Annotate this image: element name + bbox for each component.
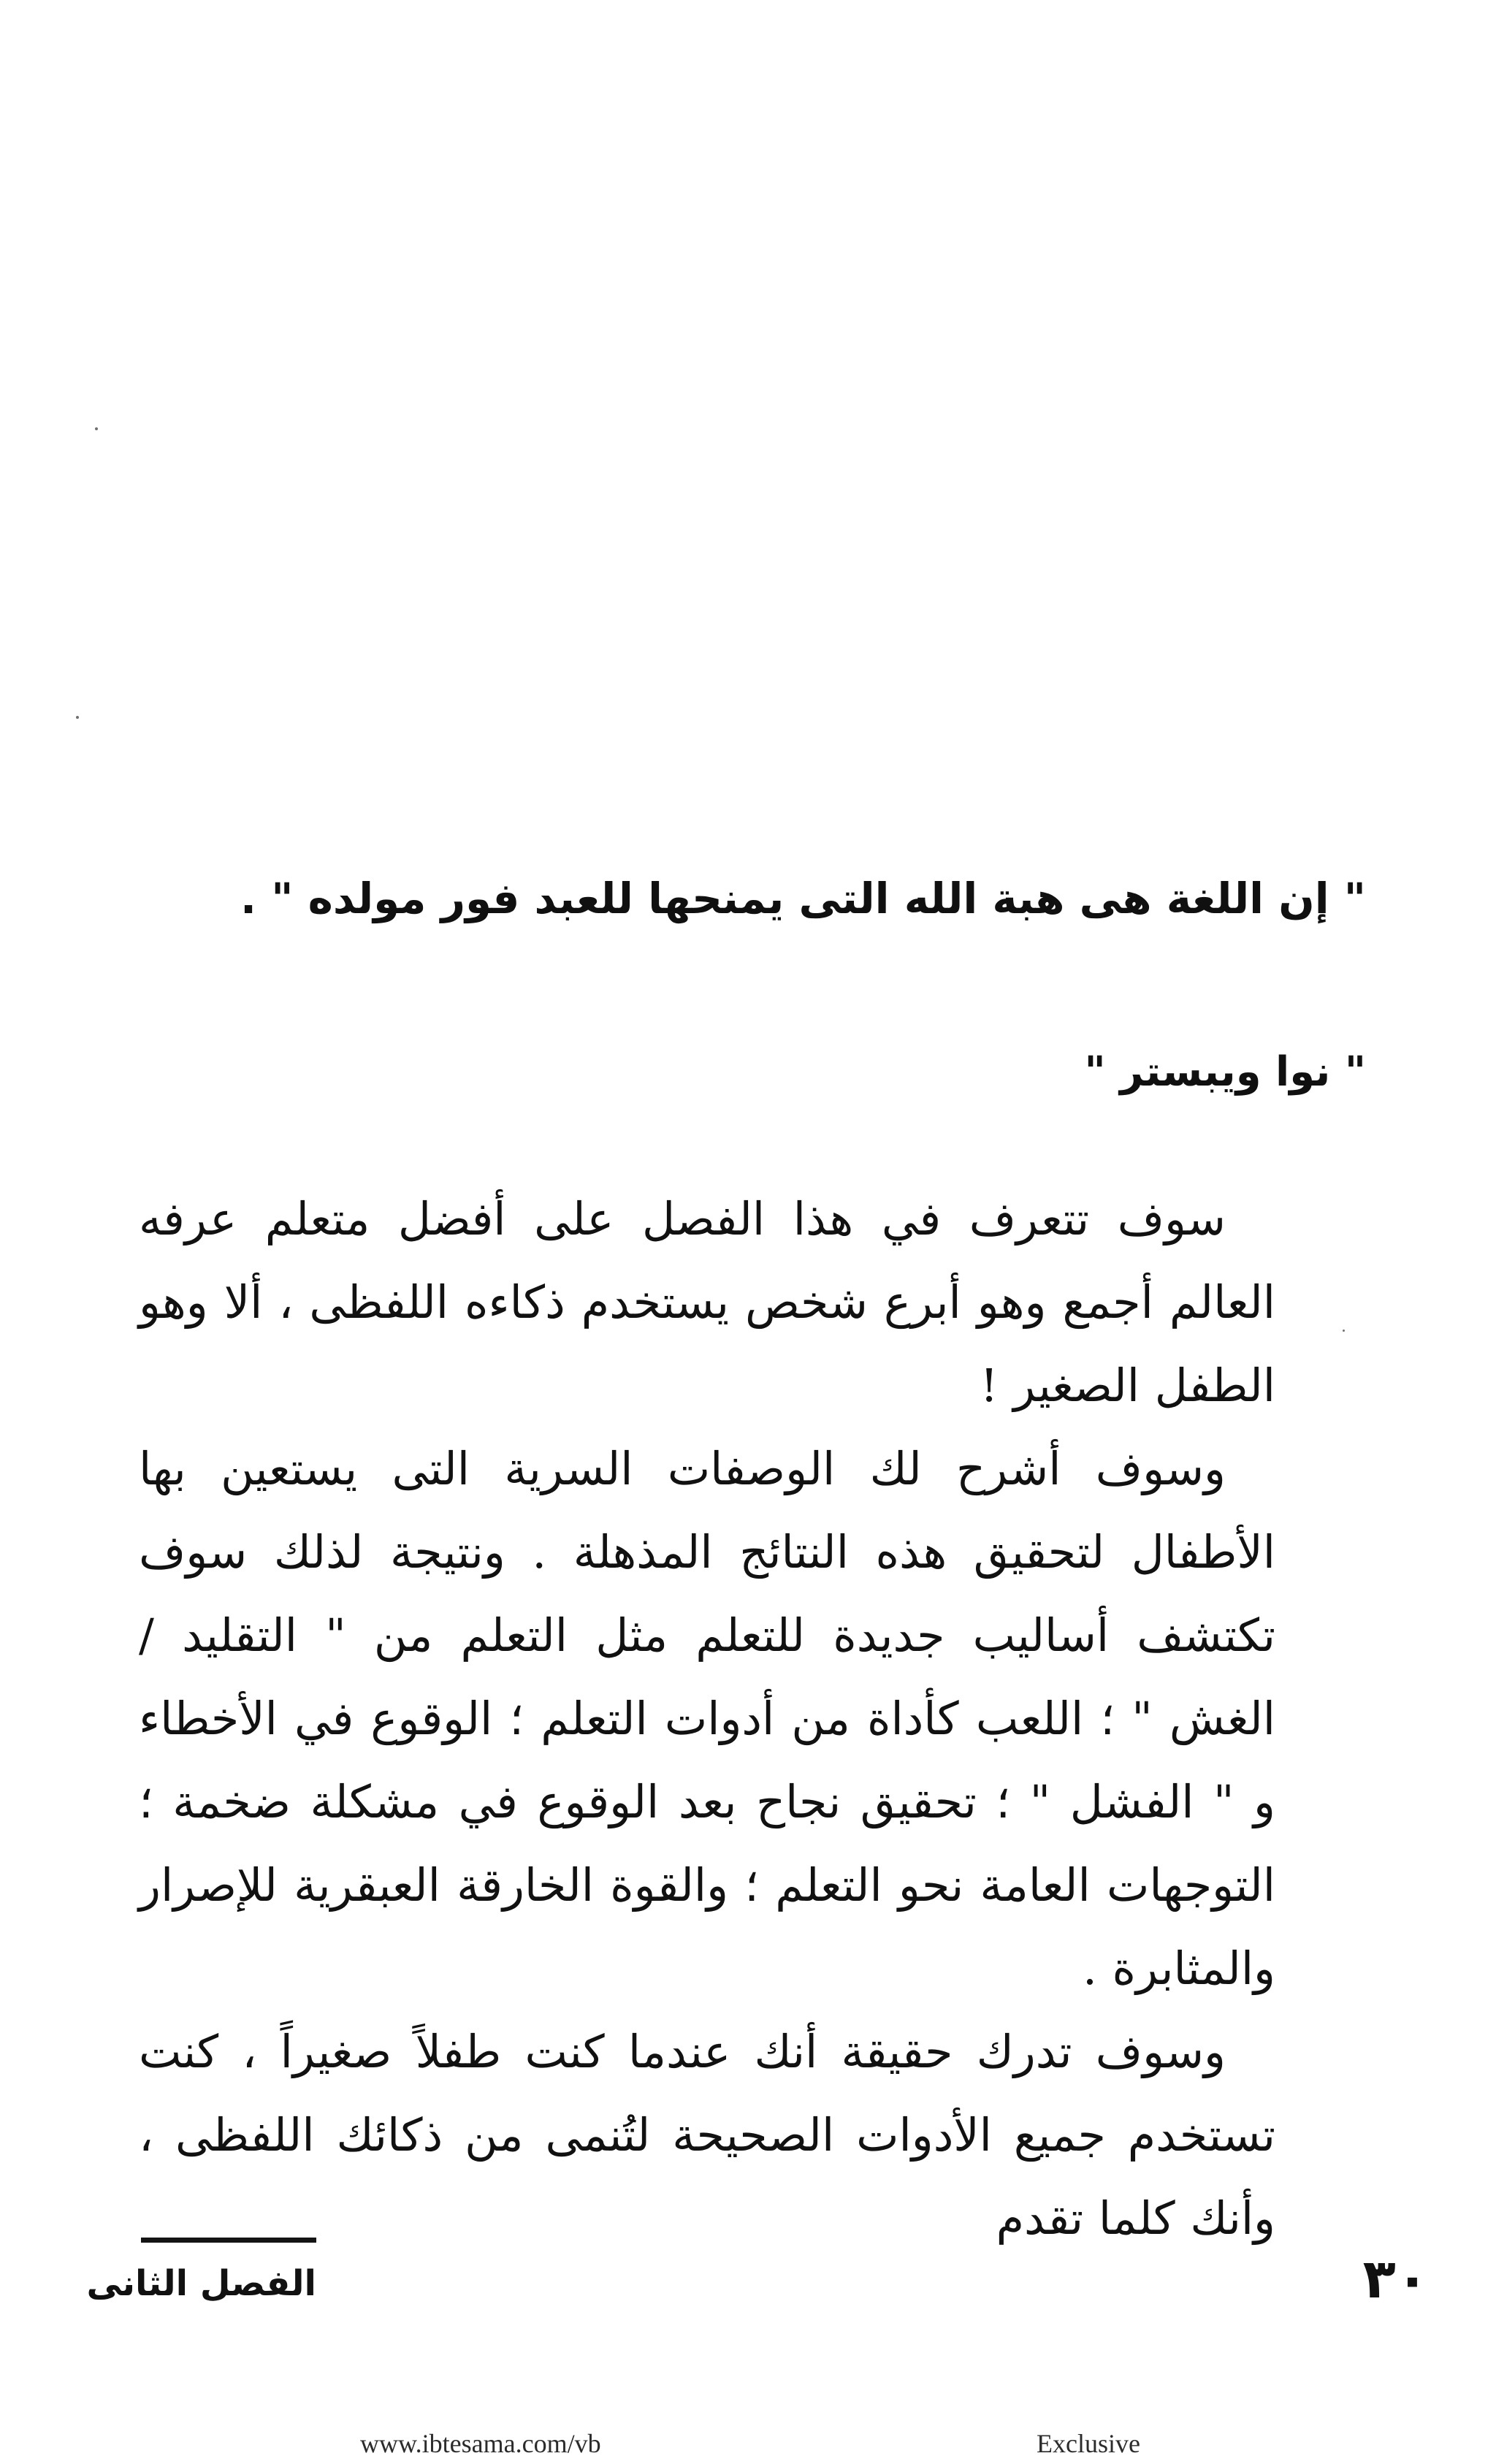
page-number: ٣٠	[1362, 2248, 1429, 2311]
body-paragraph-2: وسوف أشرح لك الوصفات السرية التى يستعين بها الأطفال لتحقيق هذه النتائج المذهلة . ونتيجة لذلك سوف تكتشف أساليب جديدة للتعلم مثل التعلم من " التقليد / الغش " ؛ اللعب كأداة من أدوات التعلم ؛ الوقوع في الأخطاء و " الفشل " ؛ تحقيق نجاح بعد الوقوع في مشكلة ضخمة ؛ التوجهات العامة نحو التعلم ؛ والقوة الخارقة العبقرية للإصرار والمثابرة .	[139, 1442, 1275, 1995]
chapter-body	[139, 1178, 1275, 2260]
epigraph-quote: " إن اللغة هى هبة الله التى يمنحها للعبد فور مولده " .	[240, 874, 1366, 923]
page-speck	[95, 427, 98, 430]
watermark-url: www.ibtesama.com/vb	[360, 2429, 601, 2458]
page-speck	[76, 716, 79, 719]
watermark-label: Exclusive	[1037, 2429, 1140, 2458]
body-paragraph-1: سوف تتعرف في هذا الفصل على أفضل متعلم عرفه العالم أجمع وهو أبرع شخص يستخدم ذكاءه اللفظى ، ألا وهو الطفل الصغير !	[139, 1192, 1275, 1412]
footer-rule	[141, 2238, 316, 2243]
chapter-label: الفصل الثانى	[86, 2263, 316, 2304]
body-paragraph-3: وسوف تدرك حقيقة أنك عندما كنت طفلاً صغيراً ، كنت تستخدم جميع الأدوات الصحيحة لتُنمى من ذكائك اللفظى ، وأنك كلما تقدم	[139, 2025, 1275, 2245]
epigraph-author: " نوا ويبستر "	[1084, 1048, 1366, 1096]
page-speck	[1343, 1330, 1345, 1332]
